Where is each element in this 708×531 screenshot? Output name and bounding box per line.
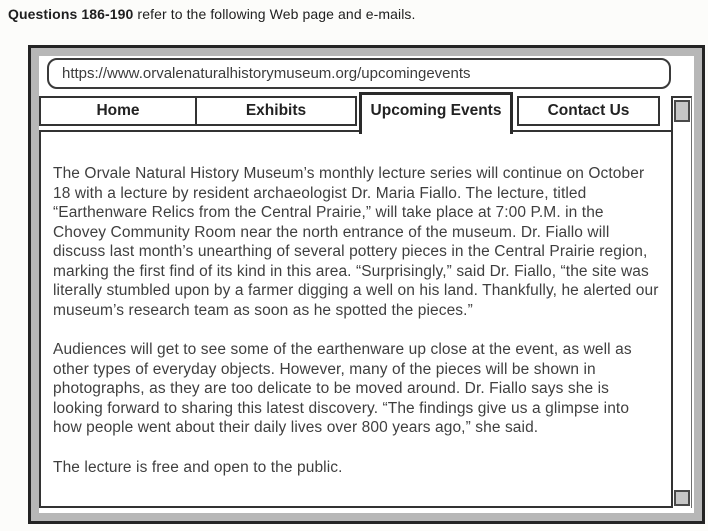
question-prompt: [8, 6, 416, 22]
scrollbar-down-button[interactable]: [674, 490, 690, 506]
question-range: Questions 186-190: [8, 6, 134, 22]
address-bar[interactable]: https://www.orvalenaturalhistorymuseum.org/upcomingevents: [47, 58, 671, 89]
page-content-panel: [39, 130, 673, 508]
browser-window-inner: [39, 56, 694, 513]
tab-home[interactable]: Home: [39, 96, 197, 126]
scrollbar-up-button[interactable]: [674, 100, 690, 122]
tab-exhibits[interactable]: Exhibits: [197, 96, 357, 126]
question-prompt-text: refer to the following Web page and e-mails.: [133, 6, 416, 22]
tab-upcoming-events[interactable]: Upcoming Events: [359, 92, 513, 134]
vertical-scrollbar[interactable]: [671, 96, 692, 508]
tab-contact-us[interactable]: Contact Us: [517, 96, 660, 126]
tab-bar: [39, 96, 694, 126]
paragraph-admission: The lecture is free and open to the public.: [53, 458, 343, 476]
paragraph-lecture-announcement: The Orvale Natural History Museum’s monthly lecture series will continue on October 18 with a lecture by resident archaeologist Dr. Maria Fiallo. The lecture, titled “Earthenware Relics from the Central Prairie,” will take place at 7:00 P.M. in the Chovey Community Room near the north entrance of the museum. Dr. Fiallo will discuss last month’s unearthing of several pottery pieces in the Central Prairie region, marking the first find of its kind in this area. “Surprisingly,” said Dr. Fiallo, “the site was literally stumbled upon by a farmer digging a well on his land. Thankfully, he alerted our museum’s research team as soon as he spotted the pieces.”: [53, 165, 659, 319]
browser-window: [28, 45, 705, 524]
paragraph-event-details: Audiences will get to see some of the earthenware up close at the event, as well as other types of everyday objects. However, many of the pieces will be shown in photographs, as they are too delicate to be moved around. Dr. Fiallo says she is looking forward to sharing this latest discovery. “The findings give us a glimpse into how people went about their daily lives over 800 years ago,” she said.: [53, 341, 632, 436]
